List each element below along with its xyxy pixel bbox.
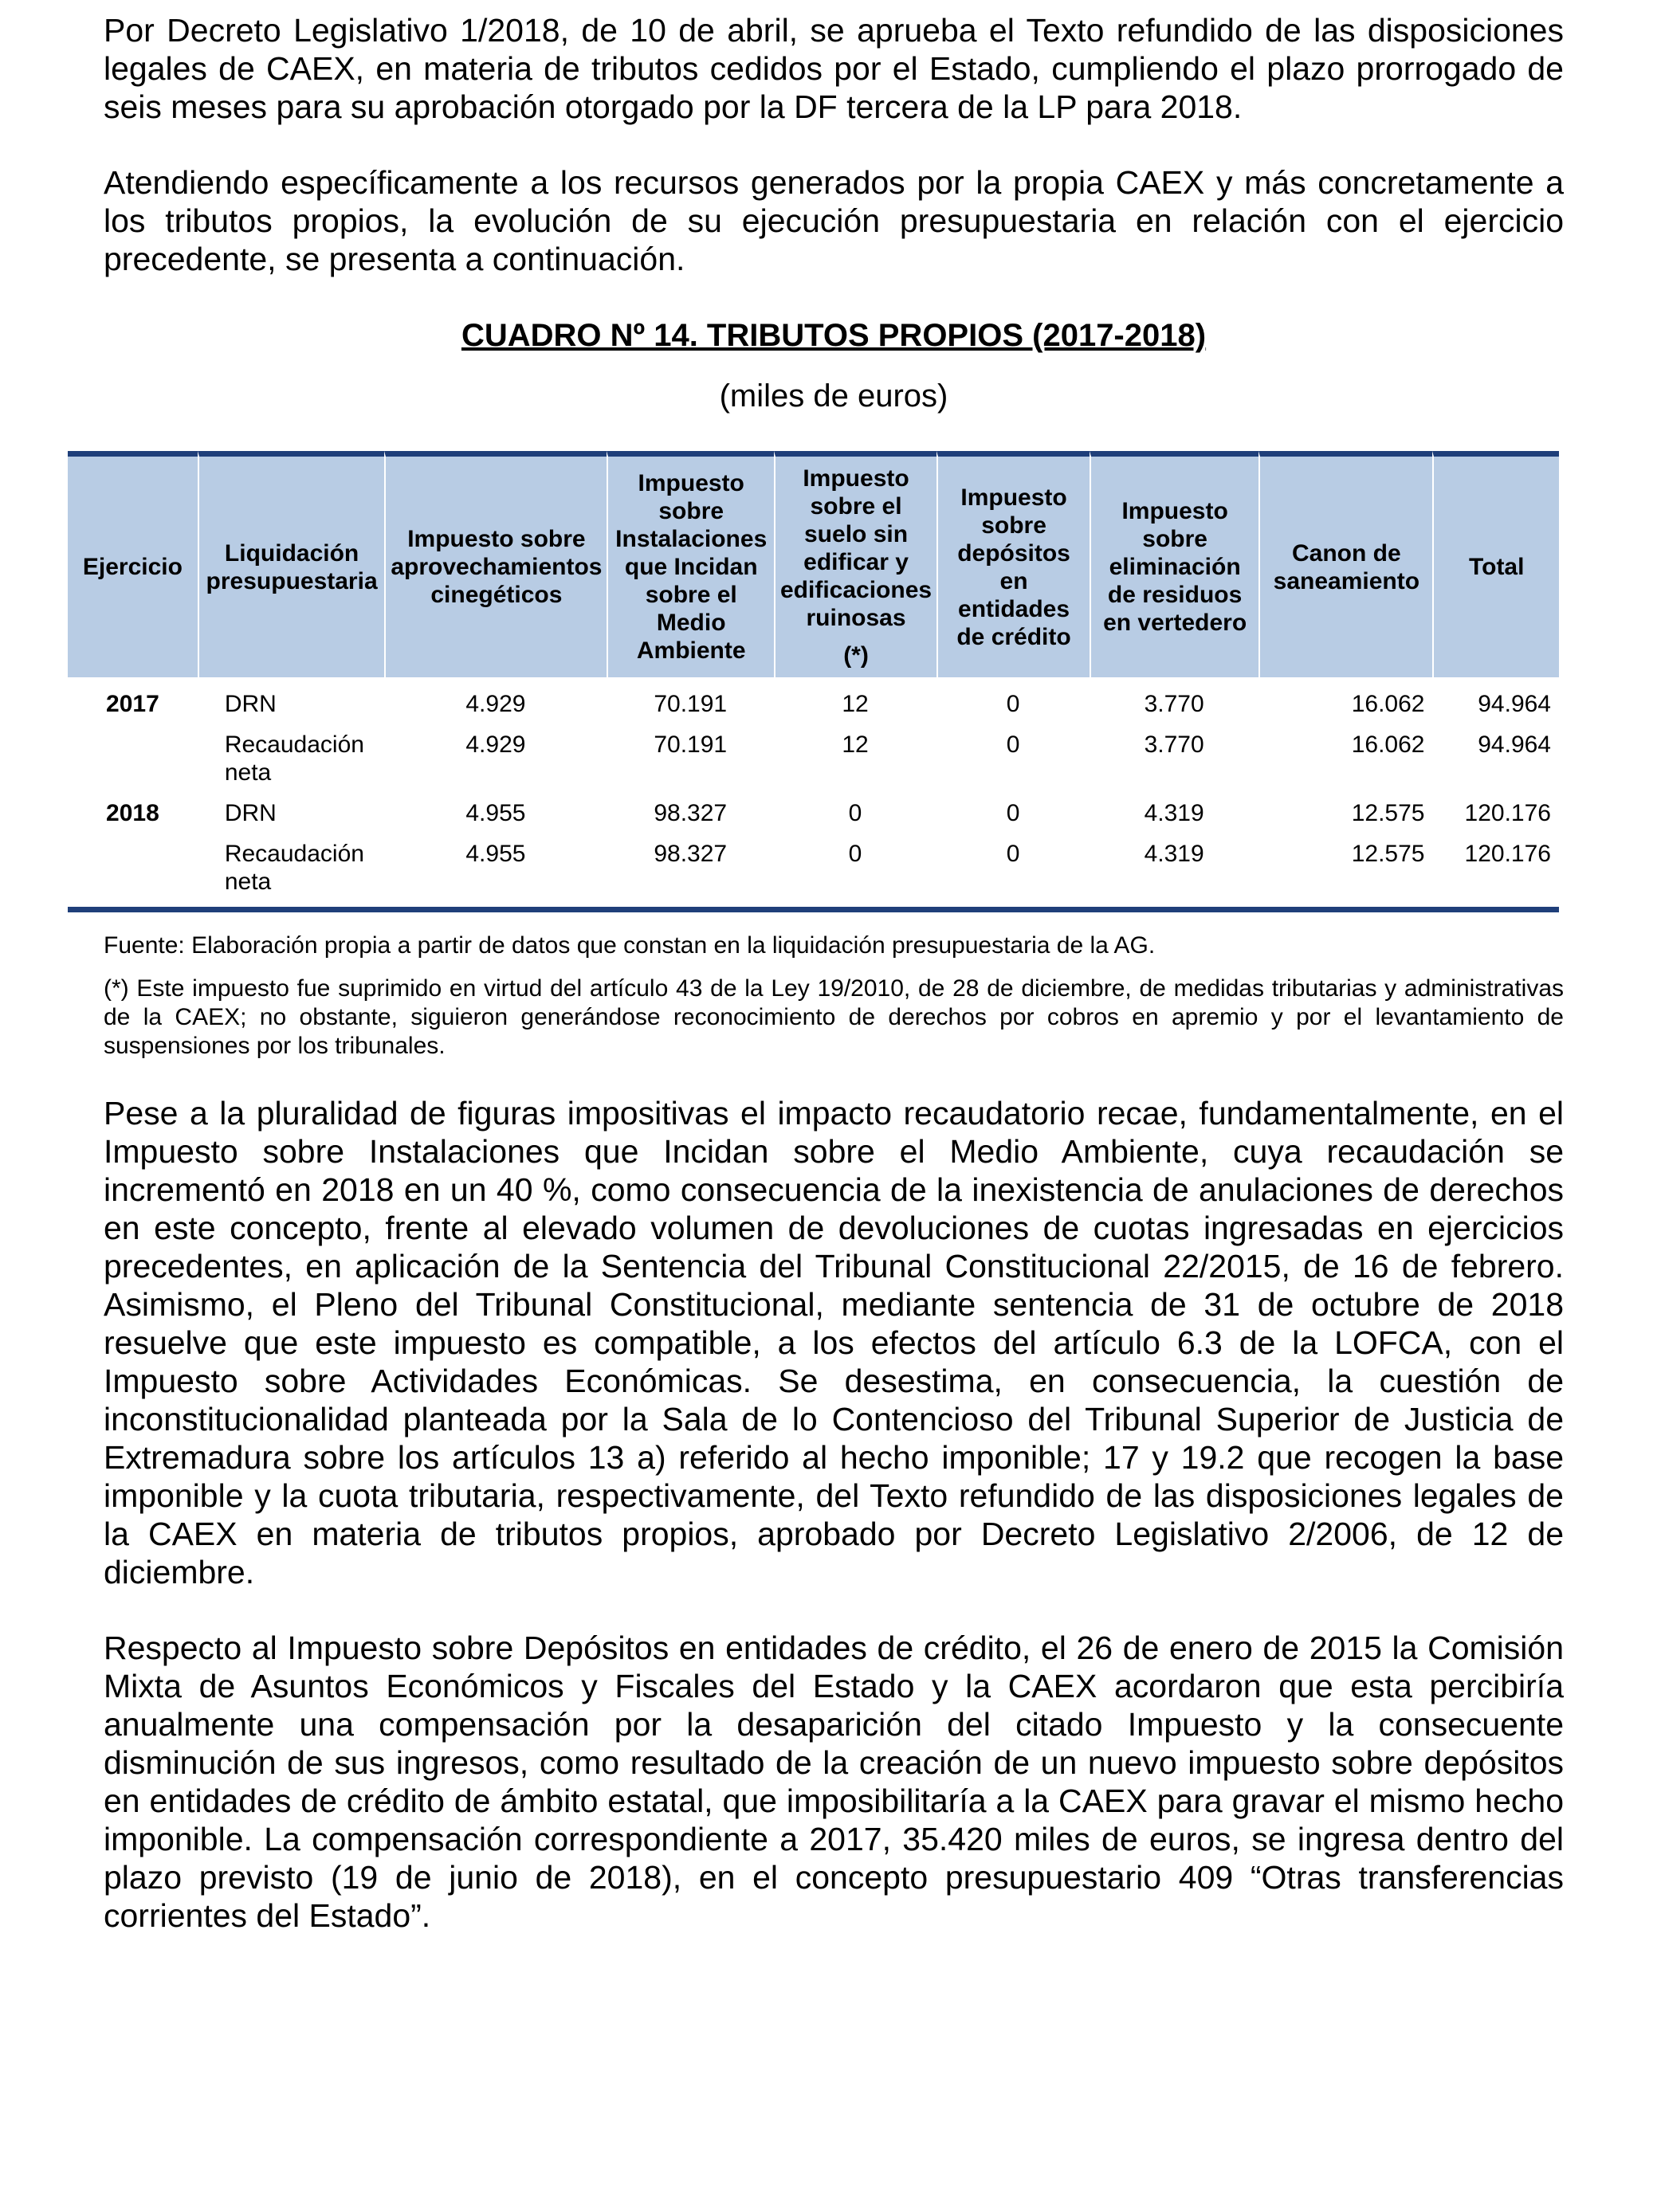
table-row [68, 724, 1559, 793]
cell-ejercicio: 2017 [106, 691, 159, 717]
header-suelo-label: Impuesto sobre el suelo sin edificar y edificaciones ruinosas [779, 465, 933, 631]
header-residuos: Impuesto sobre eliminación de residuos en vertedero [1090, 451, 1258, 677]
header-total: Total [1432, 451, 1559, 677]
cell-cinegeticos: 4.929 [465, 691, 526, 717]
cell-suelo: 0 [774, 833, 936, 912]
cell-canon: 12.575 [1258, 833, 1432, 912]
cell-liquidacion: DRN [224, 691, 277, 717]
cell-instalaciones: 70.191 [654, 731, 728, 758]
cell-suelo: 0 [848, 800, 862, 826]
cell-ejercicio [68, 833, 198, 912]
document-page [82, 11, 1564, 1972]
cell-residuos: 3.770 [1144, 731, 1204, 758]
header-suelo-note: (*) [843, 642, 869, 669]
table-row [68, 833, 1559, 912]
cell-ejercicio: 2018 [106, 800, 159, 826]
header-ejercicio: Ejercicio [68, 451, 198, 677]
table-row [68, 793, 1559, 833]
cell-total: 120.176 [1432, 833, 1559, 912]
table-source: Fuente: Elaboración propia a partir de datos que constan en la liquidación presupuestaria de la AG. [104, 932, 1156, 959]
cell-residuos: 4.319 [1144, 800, 1204, 826]
cell-liquidacion: DRN [224, 800, 277, 826]
cell-total: 94.964 [1478, 691, 1551, 717]
paragraph-depositos: Respecto al Impuesto sobre Depósitos en entidades de crédito, el 26 de enero de 2015 la Comisión Mixta de Asuntos Económicos y Fiscales del Estado y la CAEX acordaron que esta percibiría anualmente una compensación por la desaparición del citado Impuesto y la consecuente disminución de sus ingresos, como resultado de la creación de un nuevo impuesto sobre depósitos en entidades de crédito de ámbito estatal, que imposibilitaría a la CAEX para gravar el mismo hecho imponible. La compensación correspondiente a 2017, 35.420 miles de euros, se ingresa dentro del plazo previsto (19 de junio de 2018), en el concepto presupuestario 409 “Otras transferencias corrientes del Estado”. [104, 1630, 1564, 1934]
table-row [68, 677, 1559, 724]
cell-cinegeticos: 4.955 [465, 800, 526, 826]
table-header-row [68, 451, 1559, 677]
header-depositos: Impuesto sobre depósitos en entidades de crédito [936, 451, 1090, 677]
cell-depositos: 0 [936, 833, 1090, 912]
cell-total: 94.964 [1478, 731, 1551, 758]
paragraph-decreto: Por Decreto Legislativo 1/2018, de 10 de abril, se aprueba el Texto refundido de las disposiciones legales de CAEX, en materia de tributos cedidos por el Estado, cumpliendo el plazo prorrogado de seis meses para su aprobación otorgado por la DF tercera de la LP para 2018. [104, 12, 1564, 125]
cell-liquidacion: Recaudación neta [198, 833, 385, 912]
cell-canon: 12.575 [1351, 800, 1425, 826]
header-liquidacion: Liquidación presupuestaria [198, 451, 385, 677]
header-cinegeticos: Impuesto sobre aprovechamientos cinegéticos [384, 451, 607, 677]
cell-instalaciones: 98.327 [654, 800, 728, 826]
cell-canon: 16.062 [1351, 691, 1425, 717]
cell-suelo: 12 [842, 731, 869, 758]
cell-residuos: 3.770 [1144, 691, 1204, 717]
cell-total: 120.176 [1464, 800, 1551, 826]
paragraph-recursos: Atendiendo específicamente a los recursos generados por la propia CAEX y más concretamente a los tributos propios, la evolución de su ejecución presupuestaria en relación con el ejercicio precedente, se presenta a continuación. [104, 164, 1564, 277]
cell-instalaciones: 70.191 [654, 691, 728, 717]
header-canon: Canon de saneamiento [1258, 451, 1432, 677]
cell-depositos: 0 [1006, 691, 1020, 717]
tributos-table [68, 451, 1559, 912]
cell-canon: 16.062 [1351, 731, 1425, 758]
cell-suelo: 12 [842, 691, 869, 717]
paragraph-impacto: Pese a la pluralidad de figuras impositivas el impacto recaudatorio recae, fundamentalmente, en el Impuesto sobre Instalaciones que Incidan sobre el Medio Ambiente, cuya recaudación se incrementó en 2018 en un 40 %, como consecuencia de la inexistencia de anulaciones de derechos en este concepto, frente al elevado volumen de devoluciones de cuotas ingresadas en ejercicios precedentes, en aplicación de la Sentencia del Tribunal Constitucional 22/2015, de 16 de febrero. Asimismo, el Pleno del Tribunal Constitucional, mediante sentencia de 31 de octubre de 2018 resuelve que este impuesto es compatible, a los efectos del artículo 6.3 de la LOFCA, con el Impuesto sobre Actividades Económicas. Se desestima, en consecuencia, la cuestión de inconstitucionalidad planteada por la Sala de lo Contencioso del Tribunal Superior de Justicia de Extremadura sobre los artículos 13 a) referido al hecho imponible; 17 y 19.2 que recogen la base imponible y la cuota tributaria, respectivamente, del Texto refundido de las disposiciones legales de la CAEX en materia de tributos propios, aprobado por Decreto Legislativo 2/2006, de 12 de diciembre. [104, 1095, 1564, 1590]
cell-ejercicio [68, 724, 198, 793]
header-instalaciones: Impuesto sobre Instalaciones que Incidan sobre el Medio Ambiente [607, 451, 774, 677]
cell-depositos: 0 [1006, 731, 1020, 758]
table-footnote: (*) Este impuesto fue suprimido en virtud del artículo 43 de la Ley 19/2010, de 28 de diciembre, de medidas tributarias y administrativas de la CAEX; no obstante, siguieron generándose reconocimiento de derechos por cobros en apremio y por el levantamiento de suspensiones por los tribunales. [104, 975, 1564, 1059]
cell-liquidacion: Recaudación neta [224, 731, 364, 786]
cell-cinegeticos: 4.929 [465, 731, 526, 758]
header-suelo [774, 451, 936, 677]
cell-residuos: 4.319 [1090, 833, 1258, 912]
table-subtitle: (miles de euros) [719, 378, 948, 414]
cell-cinegeticos: 4.955 [384, 833, 607, 912]
table-title: CUADRO Nº 14. TRIBUTOS PROPIOS (2017-2018) [461, 318, 1207, 353]
cell-instalaciones: 98.327 [607, 833, 774, 912]
cell-depositos: 0 [1006, 800, 1020, 826]
